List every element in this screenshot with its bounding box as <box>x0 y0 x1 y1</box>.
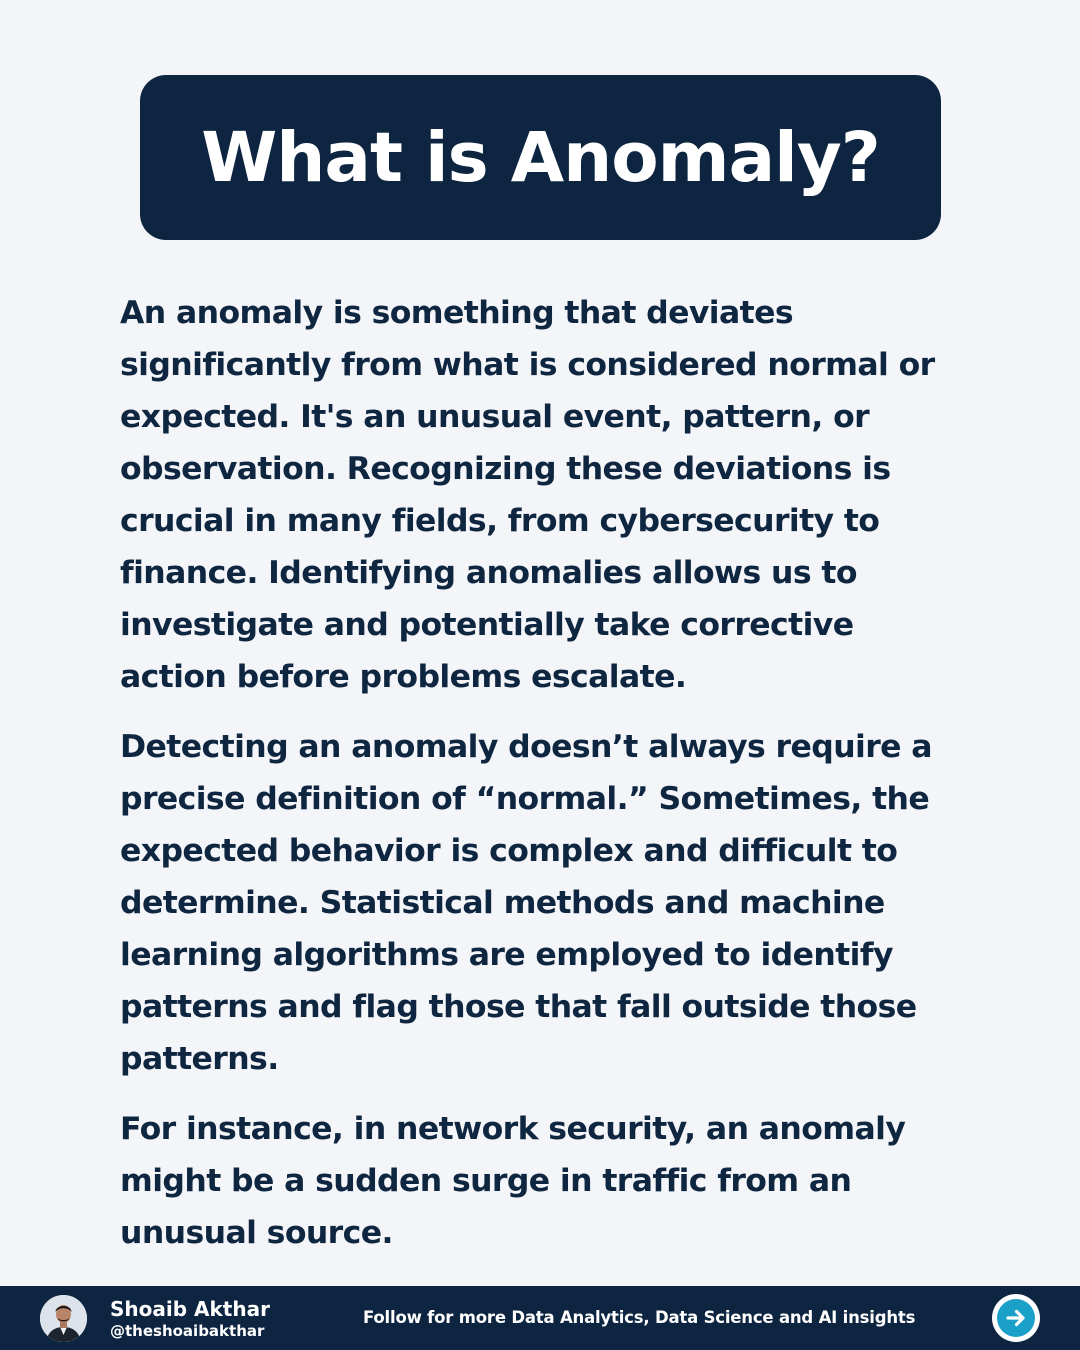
paragraph-detection: Detecting an anomaly doesn’t always require a precise definition of “normal.” Sometimes, the expected behavior is complex and difficult to determine. Statistical methods and machine learning algorithms are employed to identify patterns and flag those that fall outside those patterns. <box>120 729 932 1077</box>
next-button[interactable] <box>992 1294 1040 1342</box>
title-banner <box>140 75 941 240</box>
page-title: What is Anomaly? <box>201 117 880 198</box>
person-avatar-icon[interactable] <box>40 1295 87 1342</box>
follow-text: Follow for more Data Analytics, Data Science and AI insights <box>363 1308 916 1327</box>
article-body <box>120 287 950 1277</box>
author-handle[interactable]: @theshoaibakthar <box>110 1322 265 1340</box>
author-name: Shoaib Akthar <box>110 1297 270 1321</box>
paragraph-example: For instance, in network security, an anomaly might be a sudden surge in traffic from an unusual source. <box>120 1111 906 1251</box>
arrow-right-circle-icon <box>997 1299 1035 1337</box>
footer-bar <box>0 1286 1080 1350</box>
paragraph-definition: An anomaly is something that deviates significantly from what is considered normal or expected. It's an unusual event, pattern, or observation. Recognizing these deviations is crucial in many fields, from cybersecurity to finance. Identifying anomalies allows us to investigate and potentially take corrective action before problems escalate. <box>120 295 935 695</box>
